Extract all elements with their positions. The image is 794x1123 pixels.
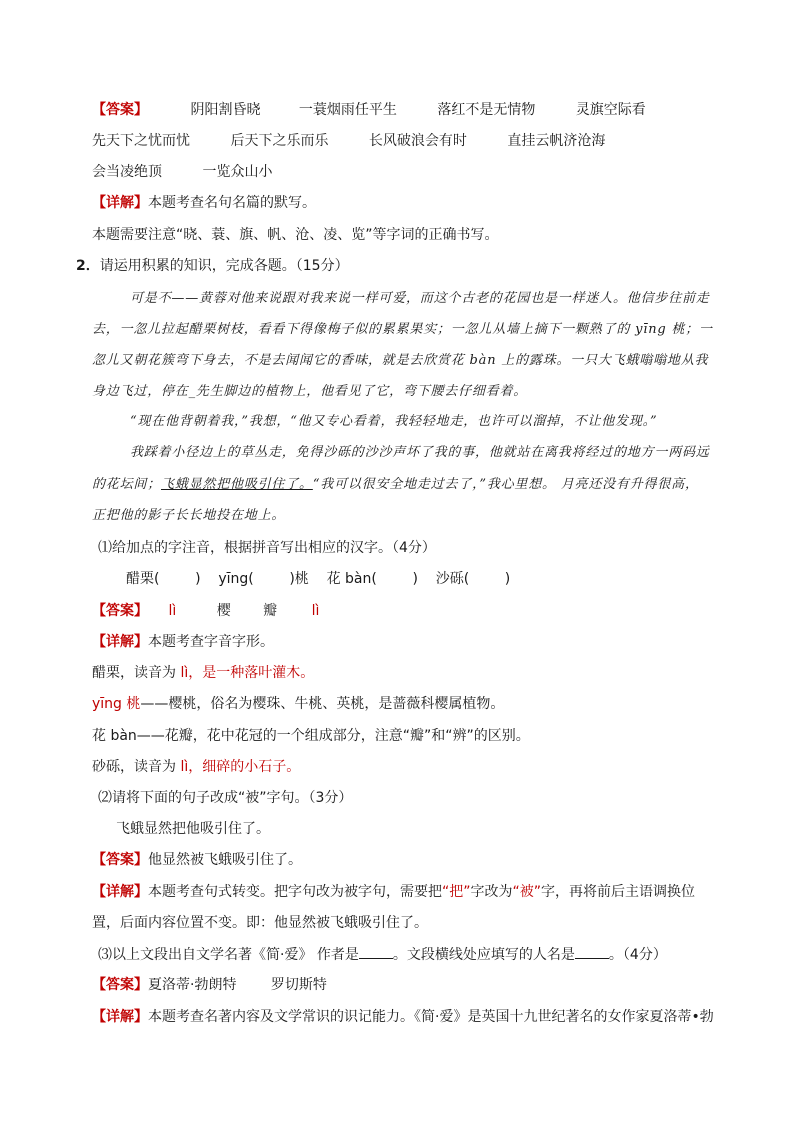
detail-line [92,694,504,714]
detail-text: 本题考查字音字形。 [148,634,274,650]
detail-text-red: lì，是一种落叶灌木。 [180,665,315,681]
answer-item: lì [168,603,177,619]
sub1-items: 醋栗( ) yīng( )桃 花 bàn( ) 沙砾( ) [126,571,511,587]
detail-label: 【详解】 [92,884,148,900]
detail-line [92,663,314,683]
sub2-sentence: 飞蛾显然把他吸引住了。 [116,821,270,837]
passage-line: “现在他背朝着我，”我想，“他又专心看着，我轻轻地走，也许可以溜掉，不让他发现。” [130,414,658,429]
detail-quote: “把” [442,884,471,900]
passage-line [92,475,699,495]
answer-label: 【答案】 [92,102,148,118]
detail-text: 本题考查名著内容及文学常识的识记能力。《简·爱》是英国十九世纪著名的女作家夏洛蒂•勃 [148,1009,714,1025]
answer-text: 他显然被飞蛾吸引住了。 [148,852,302,868]
detail-text: 字改为 [470,884,513,900]
answer-item: 一蓑烟雨任平生 [298,102,397,118]
answer-item: 长风破浪会有时 [368,133,467,149]
sub1-answer-line [92,601,319,621]
detail-label: 【详解】 [92,634,148,650]
answer-item: 一览众山小 [202,164,273,180]
answer-row-3 [92,162,272,182]
fill-blank [359,944,393,959]
answer-item: 瓣 [263,603,278,619]
detail-text-red: lì，细碎的小石子。 [180,759,301,775]
passage-text: “我可以很安全地走过去了，”我心里想。 月亮还没有升得很高， [312,477,699,492]
detail-line [92,757,300,777]
prompt-text: 。文段横线处应填写的人名是 [392,947,575,963]
answer-item: 樱 [216,603,231,619]
passage-line: 身边飞过，停在_先生脚边的植物上，他看见了它，弯下腰去仔细看着。 [92,384,528,399]
answer-item: 罗切斯特 [270,977,327,993]
passage-line: 忽儿又朝花簇弯下身去，不是去闻闻它的香味，就是去欣赏花 bàn 上的露珠。一只大飞蛾嗡嗡地从我 [92,353,709,368]
sub3-prompt [98,944,667,965]
sub2-prompt: ⑵请将下面的句子改成“被”字句。（3分） [98,790,353,806]
underlined-sentence: 飞蛾显然把他吸引住了。 [161,477,313,492]
detail-text: 本题考查名句名篇的默写。 [148,195,316,211]
answer-item: 落红不是无情物 [437,102,536,118]
detail-text: 砂砾，读音为 [92,759,181,775]
passage-line: 正把他的影子长长地投在地上。 [92,508,286,523]
question-heading [76,256,349,276]
detail-label: 【详解】 [92,195,148,211]
answer-row-2 [92,131,605,151]
detail-text: ——樱桃，俗名为樱珠、牛桃、英桃，是蔷薇科樱属植物。 [140,696,505,712]
answer-label: 【答案】 [92,603,148,619]
detail-quote: “被” [512,884,542,900]
answer-item: 先天下之忧而忧 [92,133,190,149]
detail-line: 花 bàn——花瓣，花中花冠的一个组成部分，注意“瓣”和“辨”的区别。 [92,728,530,744]
answer-item: 直挂云帆济沧海 [507,133,606,149]
detail-text: 本题考查句式转变。把字句改为被字句，需要把 [148,884,442,900]
prompt-text: ⑶以上文段出自文学名著《简·爱》 作者是 [98,947,359,963]
fill-blank [575,944,609,959]
answer-item: 阴阳割昏晓 [190,102,261,118]
question-title: 请运用积累的知识，完成各题。（15分） [99,258,349,274]
detail-text: 字，再将前后主语调换位 [541,884,696,900]
sub3-answer-line [92,975,327,995]
answer-item: 灵旗空际看 [575,102,646,118]
passage-text: 的花坛间； [92,477,162,492]
detail-text: 醋栗，读音为 [92,665,181,681]
passage-line: 去，一忽儿拉起醋栗树枝，看看下得像梅子似的累累果实；一忽儿从墙上摘下一颗熟了的 yīng 桃；一 [92,322,713,337]
answer-item: 夏洛蒂·勃朗特 [148,977,237,993]
answer-label: 【答案】 [92,977,148,993]
sub1-prompt: ⑴给加点的字注音，根据拼音写出相应的汉字。（4分） [98,540,436,556]
sub2-answer-line [92,850,302,870]
answer-item: lì [311,603,320,619]
answer-label: 【答案】 [92,852,148,868]
passage-line: 可是不——黄蓉对他来说跟对我来说一样可爱，而这个古老的花园也是一样迷人。他信步往前走 [130,291,710,306]
detail-text-red: yīng 桃 [92,696,141,712]
detail-line-2: 本题需要注意“晓、蓑、旗、帆、沧、凌、览”等字词的正确书写。 [92,227,499,243]
answer-item: 会当凌绝顶 [92,164,162,180]
sub3-detail-line [92,1007,714,1027]
question-number: 2． [76,258,100,274]
sub2-detail-line [92,882,695,902]
passage-line: 我踩着小径边上的草丛走，免得沙砾的沙沙声坏了我的事，他就站在离我将经过的地方一两码远 [130,445,710,460]
answer-row-1 [92,100,646,120]
answer-item: 后天下之乐而乐 [230,133,329,149]
detail-line: 置，后面内容位置不变。即：他显然被飞蛾吸引住了。 [92,915,428,931]
sub1-detail-line [92,632,274,652]
detail-label: 【详解】 [92,1009,148,1025]
detail-line [92,193,316,213]
prompt-text: 。（4分） [608,947,667,963]
